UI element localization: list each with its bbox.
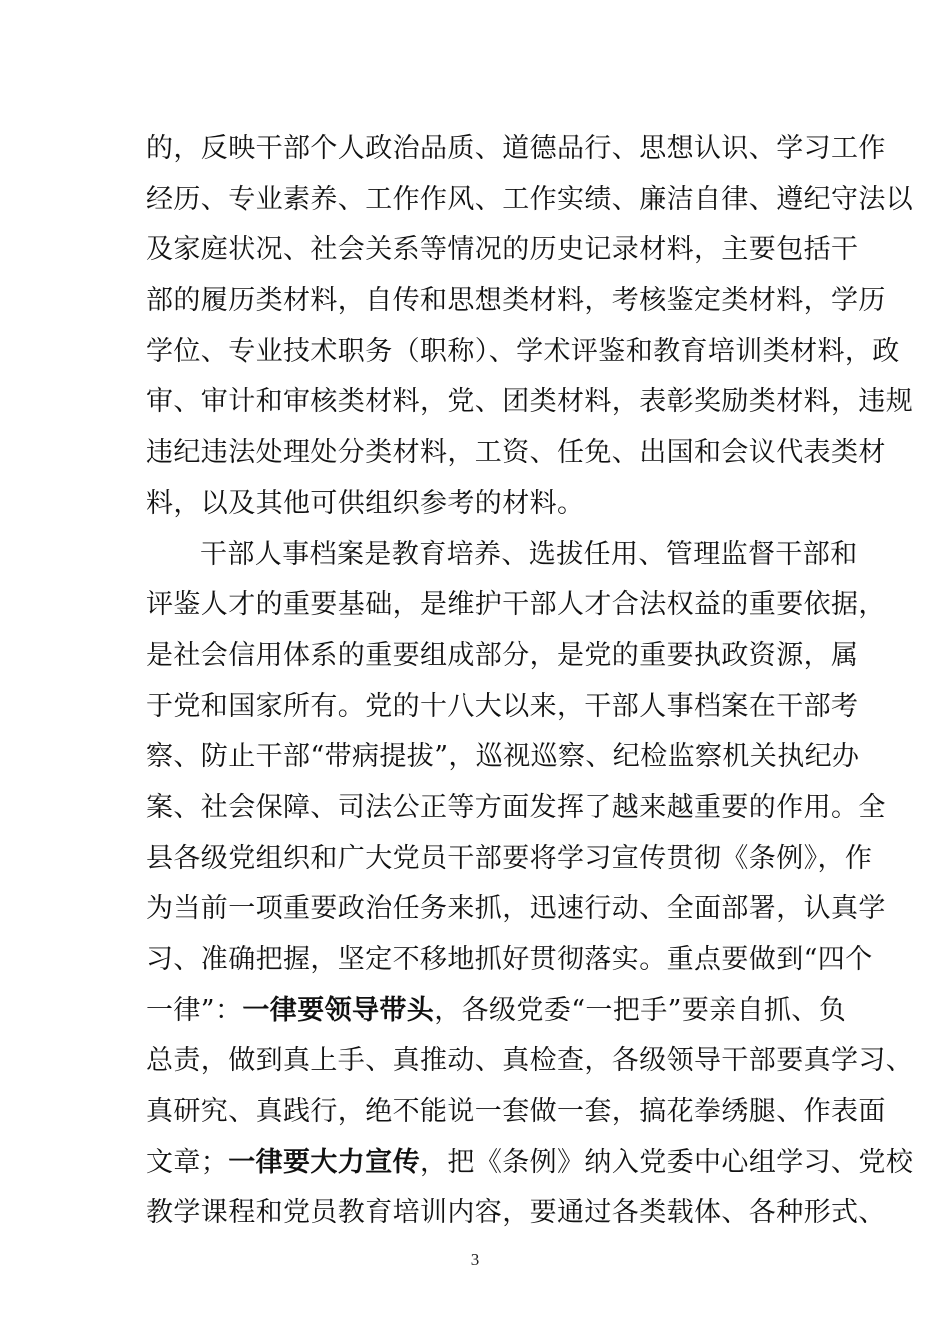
text-line-21 [146,1138,914,1189]
text-line-3: 及家庭状况、社会关系等情况的历史记录材料，主要包括干 [146,234,859,266]
text-line-4: 部的履历类材料，自传和思想类材料，考核鉴定类材料，学历 [146,285,886,317]
text-line-13: 察、防止干部“带病提拔”，巡视巡察、纪检监察机关执纪办 [146,741,860,773]
page-number: 3 [470,1250,480,1269]
text-line-7: 违纪违法处理处分类材料，工资、任免、出国和会议代表类材 [146,437,886,469]
text-line-21-prefix: 文章； [146,1146,229,1178]
text-line-14: 案、社会保障、司法公正等方面发挥了越来越重要的作用。全 [146,791,886,823]
text-line-6: 审、审计和审核类材料，党、团类材料，表彰奖励类材料，违规 [146,386,914,418]
text-line-12: 于党和国家所有。党的十八大以来，干部人事档案在干部考 [146,690,859,722]
bold-phrase-leadership: 一律要领导带头 [242,994,435,1026]
text-line-15: 县各级党组织和广大党员干部要将学习宣传贯彻《条例》，作 [146,842,873,874]
text-line-17: 习、准确把握，坚定不移地抓好贯彻落实。重点要做到“四个 [146,944,873,975]
text-line-21-suffix: ，把《条例》纳入党委中心组学习、党校 [420,1146,914,1178]
text-line-18 [146,986,847,1037]
text-line-2: 经历、专业素养、工作作风、工作实绩、廉洁自律、遵纪守法以 [146,183,914,215]
body-text [146,124,914,1239]
text-line-20: 真研究、真践行，绝不能说一套做一套，搞花拳绣腿、作表面 [146,1096,886,1128]
text-line-22: 教学课程和党员教育培训内容，要通过各类载体、各种形式、 [146,1197,886,1229]
text-line-5: 学位、专业技术职务（职称）、学术评鉴和教育培训类材料，政 [146,335,900,367]
text-line-10: 评鉴人才的重要基础，是维护干部人才合法权益的重要依据， [146,589,886,621]
text-line-1: 的，反映干部个人政治品质、道德品行、思想认识、学习工作 [146,133,886,164]
text-line-9: 干部人事档案是教育培养、选拔任用、管理监督干部和 [200,538,858,570]
text-line-8: 料，以及其他可供组织参考的材料。 [146,487,585,519]
text-line-11: 是社会信用体系的重要组成部分，是党的重要执政资源，属 [146,639,859,671]
text-line-19: 总责，做到真上手、真推动、真检查，各级领导干部要真学习、 [146,1045,914,1077]
text-line-18-suffix: ，各级党委“一把手”要亲自抓、负 [434,994,847,1026]
bold-phrase-publicity: 一律要大力宣传 [228,1146,421,1178]
text-line-16: 为当前一项重要政治任务来抓，迅速行动、全面部署，认真学 [146,893,886,925]
text-line-18-prefix: 一律”： [146,994,243,1026]
